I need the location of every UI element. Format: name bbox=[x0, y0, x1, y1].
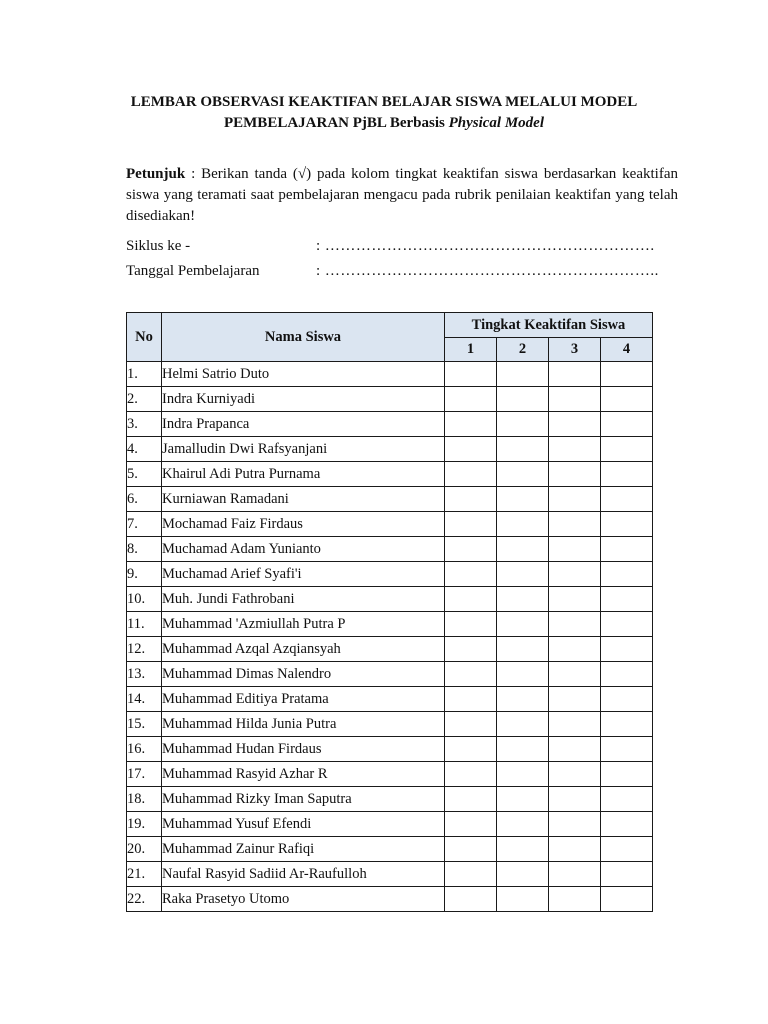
student-name: Muhammad 'Azmiullah Putra P bbox=[162, 612, 445, 637]
level-3-checkbox-cell[interactable] bbox=[549, 662, 601, 687]
header-student-name: Nama Siswa bbox=[162, 313, 445, 362]
row-number: 7. bbox=[127, 512, 162, 537]
row-number: 16. bbox=[127, 737, 162, 762]
table-row bbox=[127, 537, 653, 562]
table-row bbox=[127, 737, 653, 762]
row-number: 14. bbox=[127, 687, 162, 712]
level-4-checkbox-cell[interactable] bbox=[601, 787, 653, 812]
level-2-checkbox-cell[interactable] bbox=[497, 812, 549, 837]
level-2-checkbox-cell[interactable] bbox=[497, 712, 549, 737]
level-4-checkbox-cell[interactable] bbox=[601, 437, 653, 462]
level-3-checkbox-cell[interactable] bbox=[549, 487, 601, 512]
student-name: Muhammad Dimas Nalendro bbox=[162, 662, 445, 687]
level-2-checkbox-cell[interactable] bbox=[497, 862, 549, 887]
table-row bbox=[127, 487, 653, 512]
student-name: Mochamad Faiz Firdaus bbox=[162, 512, 445, 537]
level-2-checkbox-cell[interactable] bbox=[497, 762, 549, 787]
level-3-checkbox-cell[interactable] bbox=[549, 787, 601, 812]
level-4-checkbox-cell[interactable] bbox=[601, 687, 653, 712]
student-name: Muchamad Arief Syafi'i bbox=[162, 562, 445, 587]
level-3-checkbox-cell[interactable] bbox=[549, 862, 601, 887]
level-1-checkbox-cell[interactable] bbox=[445, 387, 497, 412]
instructions-paragraph bbox=[126, 164, 678, 227]
student-name: Muchamad Adam Yunianto bbox=[162, 537, 445, 562]
level-1-checkbox-cell[interactable] bbox=[445, 362, 497, 387]
level-3-checkbox-cell[interactable] bbox=[549, 537, 601, 562]
row-number: 2. bbox=[127, 387, 162, 412]
student-name: Muh. Jundi Fathrobani bbox=[162, 587, 445, 612]
level-2-checkbox-cell[interactable] bbox=[497, 687, 549, 712]
level-1-checkbox-cell[interactable] bbox=[445, 762, 497, 787]
level-1-checkbox-cell[interactable] bbox=[445, 462, 497, 487]
level-1-checkbox-cell[interactable] bbox=[445, 837, 497, 862]
student-name: Muhammad Zainur Rafiqi bbox=[162, 837, 445, 862]
level-1-checkbox-cell[interactable] bbox=[445, 637, 497, 662]
student-name: Muhammad Hilda Junia Putra bbox=[162, 712, 445, 737]
level-4-checkbox-cell[interactable] bbox=[601, 837, 653, 862]
student-name: Muhammad Hudan Firdaus bbox=[162, 737, 445, 762]
student-name: Indra Prapanca bbox=[162, 412, 445, 437]
table-row bbox=[127, 437, 653, 462]
level-2-checkbox-cell[interactable] bbox=[497, 737, 549, 762]
level-4-checkbox-cell[interactable] bbox=[601, 762, 653, 787]
student-name: Jamalludin Dwi Rafsyanjani bbox=[162, 437, 445, 462]
header-activity-level: Tingkat Keaktifan Siswa bbox=[445, 313, 653, 338]
table-row bbox=[127, 862, 653, 887]
row-number: 9. bbox=[127, 562, 162, 587]
level-4-checkbox-cell[interactable] bbox=[601, 412, 653, 437]
level-4-checkbox-cell[interactable] bbox=[601, 387, 653, 412]
student-name: Naufal Rasyid Sadiid Ar-Raufulloh bbox=[162, 862, 445, 887]
level-1-checkbox-cell[interactable] bbox=[445, 862, 497, 887]
level-3-checkbox-cell[interactable] bbox=[549, 512, 601, 537]
student-name: Muhammad Yusuf Efendi bbox=[162, 812, 445, 837]
row-number: 20. bbox=[127, 837, 162, 862]
level-4-checkbox-cell[interactable] bbox=[601, 812, 653, 837]
header-level-1: 1 bbox=[445, 338, 497, 362]
row-number: 12. bbox=[127, 637, 162, 662]
level-3-checkbox-cell[interactable] bbox=[549, 412, 601, 437]
level-1-checkbox-cell[interactable] bbox=[445, 512, 497, 537]
table-row bbox=[127, 512, 653, 537]
level-2-checkbox-cell[interactable] bbox=[497, 587, 549, 612]
level-3-checkbox-cell[interactable] bbox=[549, 812, 601, 837]
header-level-4: 4 bbox=[601, 338, 653, 362]
row-number: 5. bbox=[127, 462, 162, 487]
row-number: 8. bbox=[127, 537, 162, 562]
student-name: Indra Kurniyadi bbox=[162, 387, 445, 412]
student-name: Muhammad Azqal Azqiansyah bbox=[162, 637, 445, 662]
table-row bbox=[127, 687, 653, 712]
student-name: Raka Prasetyo Utomo bbox=[162, 887, 445, 912]
table-row bbox=[127, 637, 653, 662]
row-number: 22. bbox=[127, 887, 162, 912]
cycle-label: Siklus ke - bbox=[126, 238, 191, 254]
level-1-checkbox-cell[interactable] bbox=[445, 437, 497, 462]
level-4-checkbox-cell[interactable] bbox=[601, 712, 653, 737]
header-level-2: 2 bbox=[497, 338, 549, 362]
level-4-checkbox-cell[interactable] bbox=[601, 587, 653, 612]
level-2-checkbox-cell[interactable] bbox=[497, 487, 549, 512]
level-3-checkbox-cell[interactable] bbox=[549, 737, 601, 762]
level-3-checkbox-cell[interactable] bbox=[549, 762, 601, 787]
level-4-checkbox-cell[interactable] bbox=[601, 512, 653, 537]
level-3-checkbox-cell[interactable] bbox=[549, 687, 601, 712]
row-number: 21. bbox=[127, 862, 162, 887]
instructions-label: Petunjuk bbox=[126, 166, 186, 182]
header-level-3: 3 bbox=[549, 338, 601, 362]
table-body bbox=[127, 362, 653, 912]
cycle-fill-line: : ………………………………………………………. bbox=[316, 238, 655, 254]
level-2-checkbox-cell[interactable] bbox=[497, 387, 549, 412]
document-title-line2 bbox=[90, 113, 678, 134]
level-3-checkbox-cell[interactable] bbox=[549, 637, 601, 662]
table-row bbox=[127, 787, 653, 812]
level-2-checkbox-cell[interactable] bbox=[497, 637, 549, 662]
level-4-checkbox-cell[interactable] bbox=[601, 737, 653, 762]
level-1-checkbox-cell[interactable] bbox=[445, 687, 497, 712]
level-3-checkbox-cell[interactable] bbox=[549, 612, 601, 637]
level-2-checkbox-cell[interactable] bbox=[497, 462, 549, 487]
level-2-checkbox-cell[interactable] bbox=[497, 512, 549, 537]
level-2-checkbox-cell[interactable] bbox=[497, 612, 549, 637]
table-row bbox=[127, 562, 653, 587]
level-3-checkbox-cell[interactable] bbox=[549, 362, 601, 387]
table-row bbox=[127, 587, 653, 612]
level-3-checkbox-cell[interactable] bbox=[549, 837, 601, 862]
table-row bbox=[127, 462, 653, 487]
student-name: Muhammad Rizky Iman Saputra bbox=[162, 787, 445, 812]
level-3-checkbox-cell[interactable] bbox=[549, 712, 601, 737]
table-row bbox=[127, 387, 653, 412]
document-title-line1: LEMBAR OBSERVASI KEAKTIFAN BELAJAR SISWA MELALUI MODEL bbox=[130, 94, 638, 110]
level-4-checkbox-cell[interactable] bbox=[601, 487, 653, 512]
student-name: Helmi Satrio Duto bbox=[162, 362, 445, 387]
row-number: 15. bbox=[127, 712, 162, 737]
row-number: 13. bbox=[127, 662, 162, 687]
header-no: No bbox=[127, 313, 162, 362]
row-number: 1. bbox=[127, 362, 162, 387]
level-1-checkbox-cell[interactable] bbox=[445, 787, 497, 812]
date-label: Tanggal Pembelajaran bbox=[126, 263, 260, 279]
table-row bbox=[127, 412, 653, 437]
level-3-checkbox-cell[interactable] bbox=[549, 562, 601, 587]
level-4-checkbox-cell[interactable] bbox=[601, 662, 653, 687]
table-row bbox=[127, 812, 653, 837]
level-2-checkbox-cell[interactable] bbox=[497, 537, 549, 562]
level-1-checkbox-cell[interactable] bbox=[445, 587, 497, 612]
row-number: 18. bbox=[127, 787, 162, 812]
level-1-checkbox-cell[interactable] bbox=[445, 662, 497, 687]
level-4-checkbox-cell[interactable] bbox=[601, 862, 653, 887]
student-name: Muhammad Rasyid Azhar R bbox=[162, 762, 445, 787]
date-fill-line: : ……………………………………………………….. bbox=[316, 263, 659, 279]
level-2-checkbox-cell[interactable] bbox=[497, 787, 549, 812]
level-3-checkbox-cell[interactable] bbox=[549, 437, 601, 462]
table-row bbox=[127, 362, 653, 387]
level-4-checkbox-cell[interactable] bbox=[601, 462, 653, 487]
table-row bbox=[127, 887, 653, 912]
level-2-checkbox-cell[interactable] bbox=[497, 837, 549, 862]
level-2-checkbox-cell[interactable] bbox=[497, 562, 549, 587]
row-number: 4. bbox=[127, 437, 162, 462]
student-name: Kurniawan Ramadani bbox=[162, 487, 445, 512]
level-4-checkbox-cell[interactable] bbox=[601, 537, 653, 562]
title-line2-italic: Physical Model bbox=[448, 115, 544, 131]
table-row bbox=[127, 612, 653, 637]
level-1-checkbox-cell[interactable] bbox=[445, 712, 497, 737]
student-name: Muhammad Editiya Pratama bbox=[162, 687, 445, 712]
level-1-checkbox-cell[interactable] bbox=[445, 887, 497, 912]
row-number: 19. bbox=[127, 812, 162, 837]
level-4-checkbox-cell[interactable] bbox=[601, 637, 653, 662]
row-number: 17. bbox=[127, 762, 162, 787]
instructions-text: : Berikan tanda (√) pada kolom tingkat keaktifan siswa berdasarkan keaktifan siswa yang teramati saat pembelajaran mengacu pada rubrik penilaian keaktifan yang telah disediakan! bbox=[126, 166, 678, 224]
row-number: 11. bbox=[127, 612, 162, 637]
level-2-checkbox-cell[interactable] bbox=[497, 662, 549, 687]
level-3-checkbox-cell[interactable] bbox=[549, 462, 601, 487]
row-number: 10. bbox=[127, 587, 162, 612]
level-1-checkbox-cell[interactable] bbox=[445, 812, 497, 837]
level-4-checkbox-cell[interactable] bbox=[601, 612, 653, 637]
title-line2-prefix: PEMBELAJARAN PjBL Berbasis bbox=[223, 115, 449, 131]
level-2-checkbox-cell[interactable] bbox=[497, 362, 549, 387]
level-3-checkbox-cell[interactable] bbox=[549, 587, 601, 612]
table-row bbox=[127, 712, 653, 737]
level-1-checkbox-cell[interactable] bbox=[445, 412, 497, 437]
level-2-checkbox-cell[interactable] bbox=[497, 437, 549, 462]
row-number: 6. bbox=[127, 487, 162, 512]
level-3-checkbox-cell[interactable] bbox=[549, 887, 601, 912]
level-2-checkbox-cell[interactable] bbox=[497, 412, 549, 437]
level-1-checkbox-cell[interactable] bbox=[445, 537, 497, 562]
level-1-checkbox-cell[interactable] bbox=[445, 612, 497, 637]
level-4-checkbox-cell[interactable] bbox=[601, 887, 653, 912]
student-name: Khairul Adi Putra Purnama bbox=[162, 462, 445, 487]
level-1-checkbox-cell[interactable] bbox=[445, 737, 497, 762]
level-4-checkbox-cell[interactable] bbox=[601, 562, 653, 587]
observation-table bbox=[126, 312, 653, 912]
level-1-checkbox-cell[interactable] bbox=[445, 562, 497, 587]
table-row bbox=[127, 662, 653, 687]
level-4-checkbox-cell[interactable] bbox=[601, 362, 653, 387]
row-number: 3. bbox=[127, 412, 162, 437]
level-2-checkbox-cell[interactable] bbox=[497, 887, 549, 912]
level-3-checkbox-cell[interactable] bbox=[549, 387, 601, 412]
level-1-checkbox-cell[interactable] bbox=[445, 487, 497, 512]
table-row bbox=[127, 762, 653, 787]
table-row bbox=[127, 837, 653, 862]
